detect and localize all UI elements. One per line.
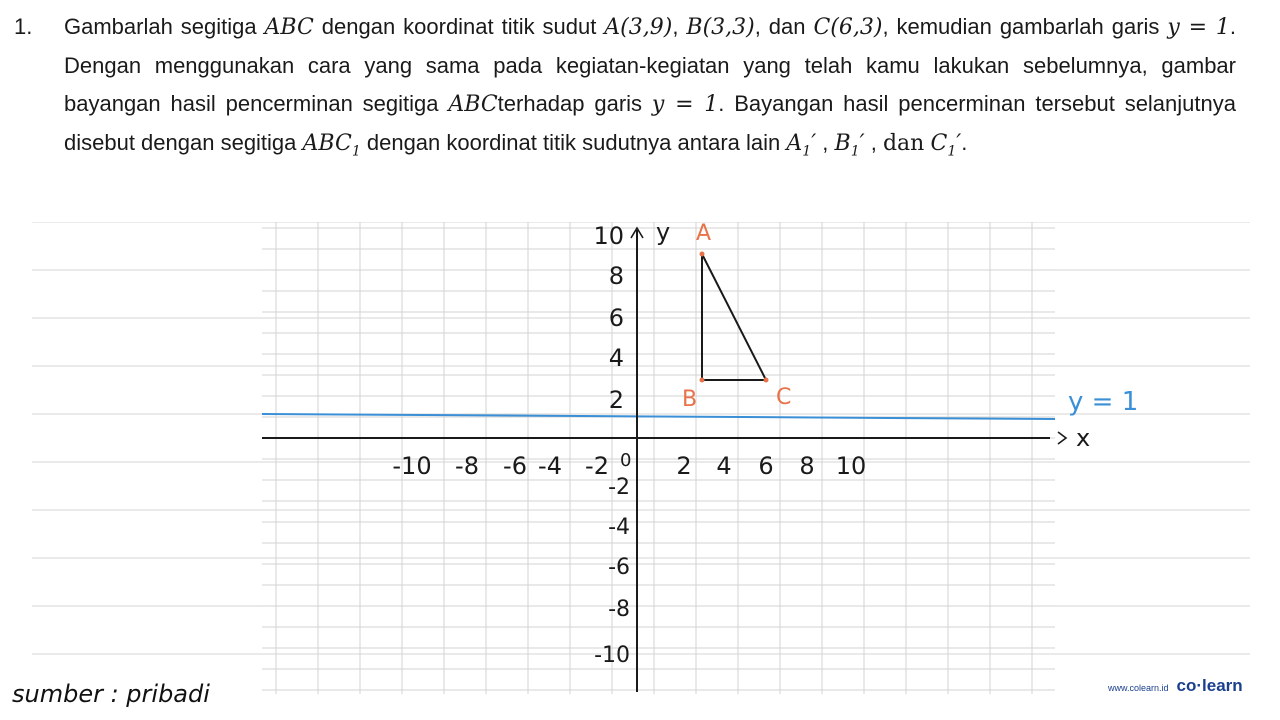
vertex-c1: $C_1'$ (930, 131, 962, 160)
source-note: sumber : pribadi (12, 680, 210, 708)
y-tick-label: -2 (608, 475, 630, 500)
x-tick-label: 6 (758, 452, 774, 480)
line-equation: y = 1 (651, 92, 719, 117)
q-text: , dan (754, 14, 814, 39)
grid-lines (262, 222, 1055, 694)
y-axis-label: y (656, 222, 671, 246)
coordinate-plane (0, 222, 1280, 702)
x-axis-label: x (1076, 424, 1091, 452)
x-tick-label: -8 (455, 452, 479, 480)
vertex-a-label: A (696, 222, 712, 246)
y-tick-label: -6 (608, 555, 630, 580)
brand-url: www.colearn.id (1108, 683, 1169, 693)
brand-name: co·learn (1176, 676, 1243, 695)
triangle-abc (702, 254, 766, 380)
x-tick-label: 10 (835, 452, 867, 480)
line-equation: y = 1 (1167, 15, 1230, 40)
y-tick-label: 4 (608, 344, 624, 372)
vertex-a1: $A_1'$ (786, 131, 817, 160)
q-text: dan (882, 131, 925, 156)
y-tick-label: 6 (608, 304, 624, 332)
vertex-a-dot (700, 252, 705, 257)
question-body: Gambarlah segitiga ABC dengan koordinat titik sudut A(3,9), B(3,3), dan C(6,3), kemudian gambarlah garis y = 1. Dengan menggunakan cara yang sama pada kegiatan-kegiatan yang telah kamu lakukan sebelumnya, gambar bayangan hasil pencerminan segitiga ABCterhadap garis y = 1. Bayangan hasil pencerminan tersebut selanjutnya disebut dengan segitiga $ABC_1$ dengan koordinat titik sudutnya antara lain $A_1'$ , $B_1'$ , dan $C_1'$. (64, 14, 1236, 160)
q-text: . Bayangan hasil pencerminan tersebut selanjutnya disebut dengan segitiga (64, 91, 1236, 155)
vertex-c-label: C (776, 385, 792, 410)
q-text: dengan koordinat titik sudut (313, 14, 605, 39)
y-tick-label: 10 (593, 222, 624, 250)
point-b-coord: B(3,3) (686, 15, 755, 40)
mirror-line-label: y = 1 (1068, 387, 1139, 417)
question-text (14, 8, 1236, 170)
vertex-b1: $B_1'$ (834, 131, 865, 160)
y-tick-label: -8 (608, 597, 630, 622)
point-c-coord: C(6,3) (813, 15, 883, 40)
x-tick-label: -4 (538, 452, 562, 480)
vertex-c-dot (764, 378, 769, 383)
vertex-b-dot (700, 378, 705, 383)
q-text: terhadap garis (497, 91, 652, 116)
q-text: dengan koordinat titik sudutnya antara lain (360, 130, 787, 155)
brand-logo (1108, 676, 1243, 696)
y-tick-label: -10 (594, 643, 630, 668)
q-text: , kemudian gambarlah garis (882, 14, 1168, 39)
x-tick-label: -10 (392, 452, 432, 480)
x-tick-label: 4 (716, 452, 732, 480)
x-tick-label: 2 (676, 452, 692, 480)
x-tick-label: -2 (585, 452, 609, 480)
x-axis-arrow (1058, 432, 1066, 444)
q-math: ABC (264, 15, 314, 40)
y-tick-label: 2 (608, 386, 624, 414)
question-number: 1. (14, 14, 33, 39)
q-text: . Dengan menggunakan cara yang sama pada kegiatan-kegiatan yang telah kamu lakukan sebelumnya, gambar bayangan hasil pencerminan segitiga (64, 14, 1236, 116)
x-tick-label: 8 (799, 452, 815, 480)
q-text: Gambarlah segitiga (64, 14, 265, 39)
triangle-name: $ABC_1$ (302, 131, 361, 160)
vertex-b-label: B (682, 387, 698, 412)
q-math: ABC (448, 92, 498, 117)
x-tick-label: -6 (503, 452, 527, 480)
y-tick-label: -4 (608, 515, 630, 540)
notebook-area (0, 222, 1280, 702)
origin-label: 0 (620, 450, 632, 471)
y-tick-label: 8 (608, 262, 624, 290)
point-a-coord: A(3,9) (604, 15, 673, 40)
